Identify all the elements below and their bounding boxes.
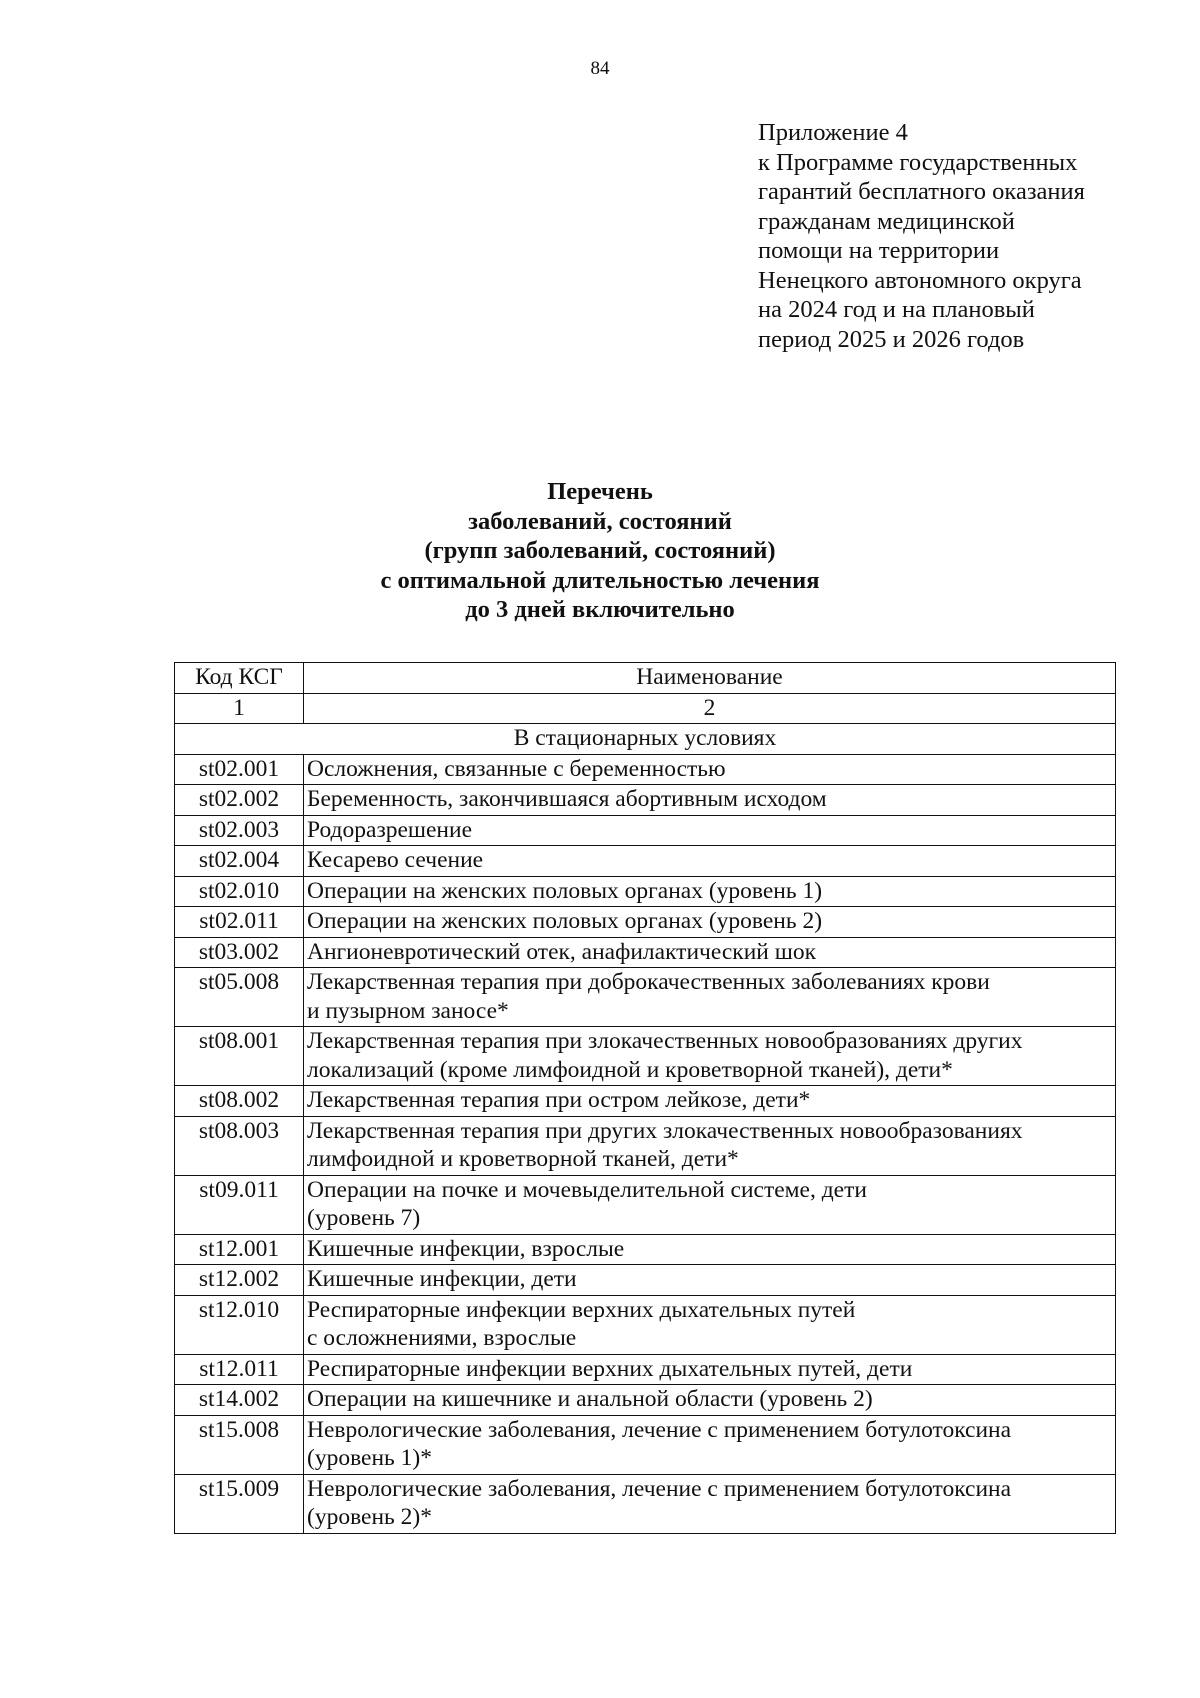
- ksg-name-cell: [304, 1086, 1116, 1117]
- ksg-name-cell: [304, 1116, 1116, 1175]
- table-row: [175, 785, 1116, 816]
- table-body: [175, 724, 1116, 1534]
- ksg-name-line: Операции на почке и мочевыделительной системе, дети: [307, 1176, 867, 1203]
- table-row: [175, 1415, 1116, 1474]
- table-row: [175, 907, 1116, 938]
- appendix-line: Ненецкого автономного округа: [758, 266, 1082, 294]
- table-row: [175, 1354, 1116, 1385]
- ksg-code-cell: st15.008: [175, 1415, 304, 1474]
- table-row: [175, 1385, 1116, 1416]
- ksg-name-cell: [304, 1234, 1116, 1265]
- table-row: [175, 1027, 1116, 1086]
- title-line: заболеваний, состояний: [468, 507, 732, 535]
- ksg-name-line: Родоразрешение: [307, 816, 473, 843]
- ksg-name-line: (уровень 2)*: [307, 1504, 432, 1530]
- ksg-name-line: Лекарственная терапия при доброкачественных заболеваниях крови: [307, 969, 990, 995]
- table-row: [175, 1265, 1116, 1296]
- ksg-code-cell: st12.001: [175, 1234, 304, 1265]
- ksg-code-cell: st02.001: [175, 754, 304, 785]
- ksg-code-cell: st08.003: [175, 1116, 304, 1175]
- appendix-note: [758, 118, 1178, 354]
- ksg-code-cell: st08.002: [175, 1086, 304, 1117]
- ksg-code-cell: st03.002: [175, 937, 304, 968]
- ksg-name-cell: [304, 815, 1116, 846]
- ksg-code-cell: st02.004: [175, 846, 304, 877]
- title-line: (групп заболеваний, состояний): [424, 537, 776, 564]
- table-row: [175, 846, 1116, 877]
- table-row: [175, 1175, 1116, 1234]
- ksg-code-cell: st05.008: [175, 968, 304, 1027]
- ksg-name-cell: [304, 907, 1116, 938]
- header-row: [175, 663, 1116, 694]
- ksg-name-line: Кесарево сечение: [307, 847, 484, 873]
- ksg-name-cell: [304, 754, 1116, 785]
- table-row: [175, 876, 1116, 907]
- ksg-name-line: Лекарственная терапия при других злокачественных новообразованиях: [307, 1117, 1023, 1144]
- table-row: [175, 1116, 1116, 1175]
- ksg-name-cell: [304, 876, 1116, 907]
- table-row: [175, 1086, 1116, 1117]
- appendix-line: помощи на территории: [758, 237, 1000, 264]
- ksg-name-line: Лекарственная терапия при злокачественных новообразованиях других: [307, 1028, 1023, 1054]
- section-label: В стационарных условиях: [175, 724, 1116, 755]
- ksg-name-line: (уровень 1)*: [307, 1445, 432, 1471]
- ksg-name-cell: [304, 968, 1116, 1027]
- title-line: с оптимальной длительностью лечения: [380, 566, 820, 594]
- ksg-name-line: и пузырном заносе*: [307, 997, 509, 1024]
- ksg-name-line: лимфоидной и кроветворной тканей, дети*: [307, 1146, 739, 1172]
- header-code-cell: Код КСГ: [175, 663, 304, 694]
- ksg-code-cell: st14.002: [175, 1385, 304, 1416]
- appendix-line: гарантий бесплатного оказания: [758, 178, 1085, 205]
- ksg-name-cell: [304, 1265, 1116, 1296]
- ksg-name-line: Кишечные инфекции, дети: [307, 1266, 577, 1292]
- title-line: Перечень: [547, 478, 653, 505]
- page-number: 84: [590, 58, 610, 79]
- ksg-name-line: Неврологические заболевания, лечение с применением ботулотоксина: [307, 1475, 1012, 1502]
- appendix-line: на 2024 год и на плановый: [758, 296, 1035, 323]
- appendix-line: к Программе государственных: [758, 148, 1078, 176]
- ksg-name-cell: [304, 1415, 1116, 1474]
- ksg-code-cell: st09.011: [175, 1175, 304, 1234]
- appendix-line: период 2025 и 2026 годов: [758, 325, 1025, 353]
- ksg-name-line: Ангионевротический отек, анафилактический шок: [307, 938, 816, 965]
- ksg-name-line: Осложнения, связанные с беременностью: [307, 755, 726, 782]
- appendix-line: Приложение 4: [758, 119, 908, 146]
- ksg-name-cell: [304, 846, 1116, 877]
- ksg-code-cell: st12.011: [175, 1354, 304, 1385]
- table-row: [175, 1474, 1116, 1533]
- table-row: [175, 1234, 1116, 1265]
- ksg-name-cell: [304, 1474, 1116, 1533]
- ksg-name-cell: [304, 1175, 1116, 1234]
- ksg-name-cell: [304, 1354, 1116, 1385]
- ksg-name-line: Операции на кишечнике и анальной области (уровень 2): [307, 1386, 873, 1412]
- ksg-code-cell: st02.002: [175, 785, 304, 816]
- ksg-name-line: Лекарственная терапия при остром лейкозе, дети*: [307, 1087, 811, 1113]
- ksg-code-cell: st02.003: [175, 815, 304, 846]
- ksg-code-cell: st15.009: [175, 1474, 304, 1533]
- ksg-name-line: Респираторные инфекции верхних дыхательных путей: [307, 1296, 856, 1323]
- table-row: [175, 754, 1116, 785]
- section-row: [175, 724, 1116, 755]
- ksg-name-line: Операции на женских половых органах (уровень 1): [307, 877, 823, 904]
- ksg-code-cell: st08.001: [175, 1027, 304, 1086]
- ksg-name-line: Респираторные инфекции верхних дыхательных путей, дети: [307, 1355, 913, 1382]
- ksg-name-line: (уровень 7): [307, 1205, 421, 1231]
- column-number-row: [175, 693, 1116, 724]
- ksg-name-cell: [304, 785, 1116, 816]
- ksg-name-cell: [304, 1295, 1116, 1354]
- ksg-name-line: Операции на женских половых органах (уровень 2): [307, 908, 823, 934]
- ksg-code-cell: st12.002: [175, 1265, 304, 1296]
- ksg-name-line: локализаций (кроме лимфоидной и кроветворной тканей), дети*: [307, 1056, 953, 1083]
- ksg-name-line: с осложнениями, взрослые: [307, 1325, 577, 1351]
- ksg-code-cell: st02.010: [175, 876, 304, 907]
- table-row: [175, 1295, 1116, 1354]
- ksg-code-cell: st12.010: [175, 1295, 304, 1354]
- ksg-table: [174, 662, 1116, 1534]
- header-name-cell: Наименование: [304, 663, 1116, 694]
- column-number-code: 1: [175, 693, 304, 724]
- column-number-name: 2: [304, 693, 1116, 724]
- ksg-name-cell: [304, 937, 1116, 968]
- appendix-line: гражданам медицинской: [758, 207, 1015, 235]
- document-title: [0, 477, 1200, 625]
- table-row: [175, 937, 1116, 968]
- ksg-name-line: Беременность, закончившаяся абортивным исходом: [307, 786, 827, 812]
- table-row: [175, 968, 1116, 1027]
- table-row: [175, 815, 1116, 846]
- ksg-name-cell: [304, 1385, 1116, 1416]
- ksg-name-cell: [304, 1027, 1116, 1086]
- ksg-code-cell: st02.011: [175, 907, 304, 938]
- title-line: до 3 дней включительно: [465, 596, 735, 623]
- ksg-name-line: Неврологические заболевания, лечение с применением ботулотоксина: [307, 1416, 1012, 1443]
- ksg-name-line: Кишечные инфекции, взрослые: [307, 1235, 625, 1262]
